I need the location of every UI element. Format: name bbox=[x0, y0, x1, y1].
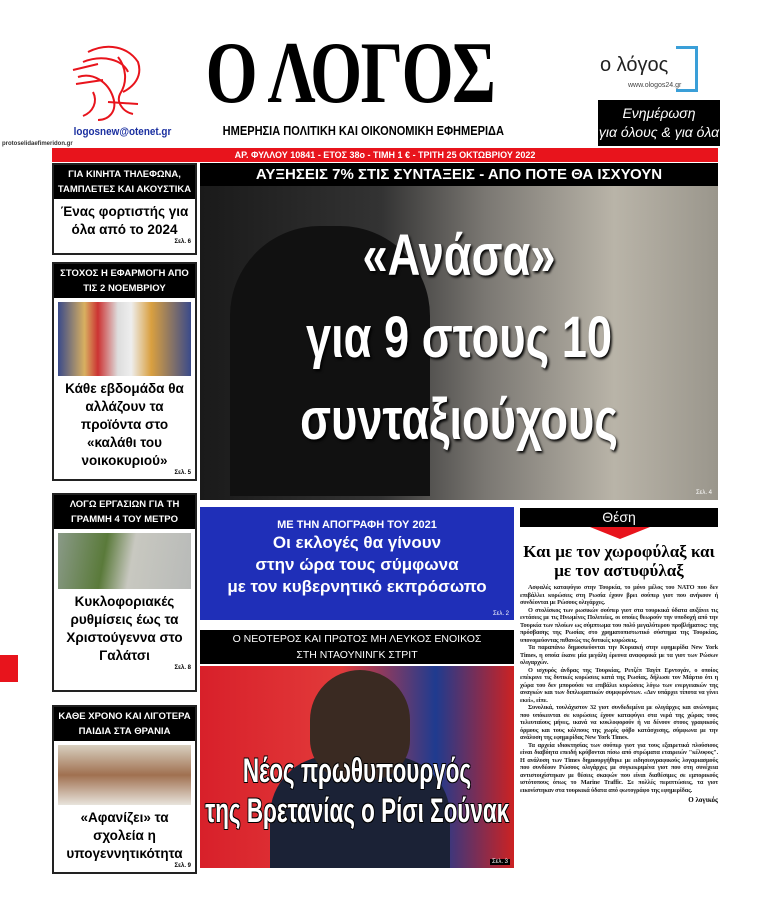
opinion-column bbox=[520, 542, 718, 804]
story-kicker: ΚΑΘΕ ΧΡΟΝΟ ΚΑΙ ΛΙΓΟΤΕΡΑ ΠΑΙΔΙΑ ΣΤΑ ΘΡΑΝΙΑ bbox=[54, 707, 195, 741]
page-ref: Σελ. 8 bbox=[174, 665, 191, 671]
story-kicker: ΜΕ ΤΗΝ ΑΠΟΓΡΑΦΗ ΤΟΥ 2021 bbox=[277, 519, 437, 531]
page-ref: Σελ. 9 bbox=[174, 863, 191, 869]
opinion-body bbox=[520, 584, 718, 794]
masthead-subtitle: ΗΜΕΡΗΣΙΑ ΠΟΛΙΤΙΚΗ ΚΑΙ ΟΙΚΟΝΟΜΙΚΗ ΕΦΗΜΕΡΙΔΑ bbox=[222, 123, 504, 138]
story-title: Κυκλοφοριακές ρυθμίσεις έως τα Χριστούγεννα στο Γαλάτσι bbox=[66, 594, 183, 663]
sunak-story[interactable] bbox=[200, 666, 514, 868]
paragraph: Ο ισχυρός άνδρας της Τουρκίας, Ρετζέπ Ταγίπ Ερντογάν, ο οποίος επέκρινε τις δυτικές κυρώσεις κατά της Ρωσίας, δήλωσε τον Μάρτιο ότι η χώρα του δεν μπορούσε να επιβάλει κυρώσεις λόγω των ενεργειακών της αναγκών και των διπλωματικών συμφερόντων. «Δεν υπάρχει τίποτα να γίνει εκεί», είπε. bbox=[520, 666, 718, 704]
slogan-line: για όλους & για όλα bbox=[598, 124, 720, 140]
story-title: «Αφανίζει» τα σχολεία η υπογεννητικότητα bbox=[66, 810, 183, 861]
page-ref: Σελ. 2 bbox=[492, 611, 509, 617]
supermarket-photo bbox=[58, 302, 191, 376]
story-kicker: ΓΙΑ ΚΙΝΗΤΑ ΤΗΛΕΦΩΝΑ, ΤΑΜΠΛΕΤΕΣ ΚΑΙ ΑΚΟΥΣΤΙΚΑ bbox=[54, 165, 195, 199]
paragraph: Συνολικά, τουλάχιστον 32 γιοτ συνδεδεμένα με ολιγάρχες και ανώνυμες που υπόκεινται σε κυρώσεις έχουν καταφύγει στα νερά της χώρας τους τελευταίους μήνες, ικανά να κυκλοφορούν ή να δένουν στους γραφικούς όρμους και τους κόλπους της χωρίς φόβο κατάσχεσης, σύμφωνα με την ανάλυση της εφημερίδας New York Times. bbox=[520, 704, 718, 741]
story-kicker: ΛΟΓΩ ΕΡΓΑΣΙΩΝ ΓΙΑ ΤΗ ΓΡΑΜΜΗ 4 ΤΟΥ ΜΕΤΡΟ bbox=[54, 495, 195, 529]
page-ref: Σελ. 5 bbox=[174, 470, 191, 476]
sidebar-story[interactable] bbox=[52, 163, 197, 255]
ologos24-logo-text: ο λόγος bbox=[600, 54, 669, 76]
paragraph: Ασφαλές καταφύγιο στην Τουρκία, το μόνο μέλος του NATO που δεν επιβάλλει κυρώσεις στη Ρωσία έχουν βρει σούπερ γιοτ που ανήκουν ή συνδέονται με Ρώσους ολιγάρχες. bbox=[520, 584, 718, 606]
story-title: της Βρετανίας ο Ρίσι Σούνακ bbox=[205, 792, 510, 830]
elections-story[interactable] bbox=[200, 507, 514, 620]
slogan-line: Ενημέρωση bbox=[622, 105, 696, 121]
issue-info-bar: ΑΡ. ΦΥΛΛΟΥ 10841 - ΕΤΟΣ 38ο - ΤΙΜΗ 1 € - ΤΡΙΤΗ 25 ΟΚΤΩΒΡΙΟΥ 2022 bbox=[52, 148, 718, 162]
ologos24-url: www.ologos24.gr bbox=[628, 82, 682, 89]
story-title: Οι εκλογές θα γίνουν bbox=[272, 533, 442, 552]
opinion-title: Και με τον χωροφύλαξ και με τον αστυφύλαξ bbox=[523, 542, 715, 580]
kicker-line: ΣΤΗ ΝΤΑΟΥΝΙΝΓΚ ΣΤΡΙΤ bbox=[296, 649, 418, 661]
source-watermark: protoselidaefimeridon.gr bbox=[2, 141, 73, 147]
lead-headline: συνταξιούχους bbox=[300, 387, 618, 452]
story-title: Κάθε εβδομάδα θα αλλάζουν τα προϊόντα στο «καλάθι του νοικοκυριού» bbox=[65, 381, 184, 468]
paragraph: Τα παραπάνω δημοσιεύονται την Κυριακή στην εφημερίδα New York Times, η οποία έκανε μία μεγάλη έρευνα αναφορικά με τα γιοτ των Ρώσων ολιγαρχών. bbox=[520, 644, 718, 666]
sunak-kicker bbox=[200, 630, 514, 664]
lead-story[interactable] bbox=[200, 186, 718, 500]
sidebar-story[interactable] bbox=[52, 493, 197, 692]
newspaper-logo-figures bbox=[68, 42, 156, 122]
slogan-box bbox=[598, 100, 720, 146]
story-title: με τον κυβερνητικό εκπρόσωπο bbox=[227, 577, 487, 596]
lead-headline: για 9 στους 10 bbox=[305, 305, 613, 370]
sidebar-story[interactable] bbox=[52, 262, 197, 481]
road-works-photo bbox=[58, 533, 191, 589]
story-kicker: ΣΤΟΧΟΣ Η ΕΦΑΡΜΟΓΗ ΑΠΟ ΤΙΣ 2 ΝΟΕΜΒΡΙΟΥ bbox=[54, 264, 195, 298]
ologos24-logo[interactable] bbox=[600, 46, 720, 96]
lead-kicker: ΑΥΞΗΣΕΙΣ 7% ΣΤΙΣ ΣΥΝΤΑΞΕΙΣ - ΑΠΟ ΠΟΤΕ ΘΑ ΙΣΧΥΟΥΝ bbox=[200, 163, 718, 186]
classroom-photo bbox=[58, 745, 191, 805]
contact-email[interactable]: logosnew@otenet.gr bbox=[73, 126, 172, 138]
page-ref: Σελ. 6 bbox=[174, 239, 191, 245]
masthead-title: Ο ΛΟΓΟΣ bbox=[205, 25, 495, 122]
paragraph: Ο στολίσκος των ρωσικών σούπερ γιοτ στα τουρκικά ύδατα αυξάνει τις εντάσεις με τις Ηνωμένες Πολιτείες, οι οποίες θεωρούν την υποδοχή από την Τουρκία των πλοίων ως σύμπτωμα του πολύ μεγαλύτερου προβλήματος: της πρόσβασης της Ρωσίας στο χρηματοπιστωτικό σύστημα της Τουρκίας, υπονομεύοντας πιθανώς τις δυτικές κυρώσεις. bbox=[520, 606, 718, 644]
red-marker bbox=[0, 655, 18, 682]
opinion-section-label: Θέση bbox=[520, 508, 718, 527]
paragraph: Τα αρχεία ιδιοκτησίας των σούπερ γιοτ για τους εξαιρετικά πλούσιους είναι διαβόητα επειδή κρύβονται πίσω από στρώματα εταιρειών "κέλυφος". Η ανάλυση των Times δημιουργήθηκε με ειδησεογραφικούς λογαριασμούς που συνδέουν Ρώσους ολιγάρχες με συγκεκριμένα γιοτ που στη συνέχεια αντιστοιχίστηκαν με θέσεις σκαφών που είναι διαθέσιμες σε εμπορικούς ιστότοπους όπως το Marine Traffic. Σε πολλές περιπτώσεις, τα γιοτ εικονίστηκαν στα τουρκικά ύδατα από φωτογράφο της εφημερίδας. bbox=[520, 741, 718, 794]
story-title: Νέος πρωθυπουργός bbox=[242, 752, 472, 790]
lead-headline: «Ανάσα» bbox=[362, 223, 556, 288]
kicker-line: Ο ΝΕΟΤΕΡΟΣ ΚΑΙ ΠΡΩΤΟΣ ΜΗ ΛΕΥΚΟΣ ΕΝΟΙΚΟΣ bbox=[232, 633, 482, 645]
page-ref: Σελ. 4 bbox=[695, 490, 712, 496]
story-title: στην ώρα τους σύμφωνα bbox=[255, 555, 459, 574]
pointer-triangle-icon bbox=[590, 527, 650, 539]
page-ref: Σελ. 3 bbox=[491, 859, 508, 865]
opinion-signature: Ο λογικός bbox=[688, 796, 718, 804]
story-title: Ένας φορτιστής για όλα από το 2024 bbox=[60, 204, 189, 237]
sidebar-story[interactable] bbox=[52, 705, 197, 874]
